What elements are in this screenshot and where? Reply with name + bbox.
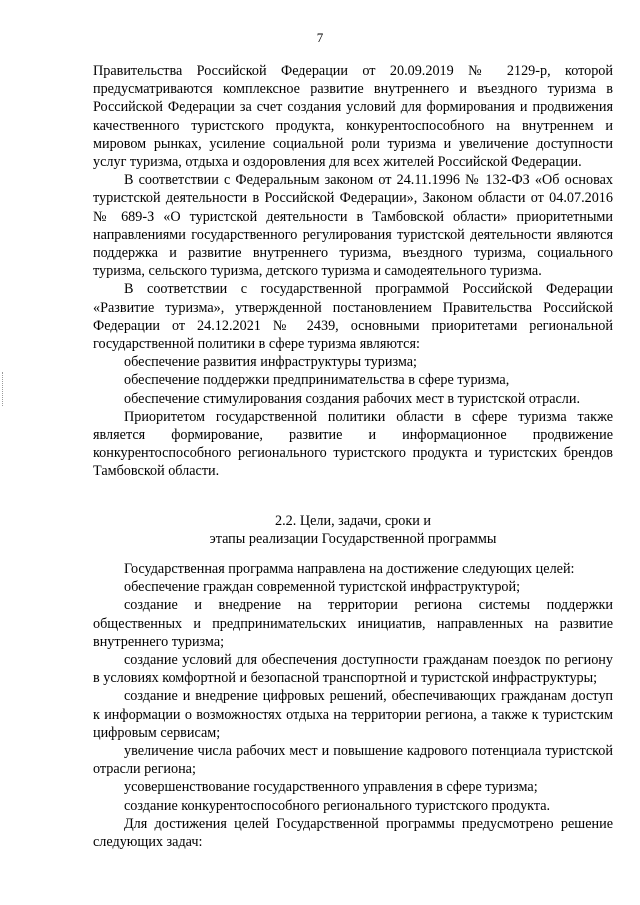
paragraph-state-program: В соответствии с государственной программой Российской Федерации «Развитие туризма», утвержденной постановлением Правительства Российской Федерации от 24.12.2021 № 2439, основными приоритетами региональной государственной политики в сфере туризма являются: bbox=[93, 281, 613, 353]
paragraph-strategy-continuation: Правительства Российской Федерации от 20.09.2019 № 2129-р, которой предусматриваются комплексное развитие внутреннего и въездного туризма в Российской Федерации за счет создания условий для формирования и продвижения качественного туристского продукта, конкурентоспособного на внутреннем и мировом рынках, усиление социальной роли туризма и увеличение доступности услуг туризма, отдыха и оздоровления для всех жителей Российской Федерации. bbox=[93, 63, 613, 171]
section-heading bbox=[93, 512, 613, 548]
section-heading-line-1: 2.2. Цели, задачи, сроки и bbox=[275, 513, 431, 529]
goal-item-governance: усовершенствование государственного управления в сфере туризма; bbox=[124, 779, 538, 796]
goal-item-infrastructure: обеспечение граждан современной туристской инфраструктурой; bbox=[124, 579, 521, 596]
paragraph-regional-priority: Приоритетом государственной политики области в сфере туризма также является формирование, развитие и информационное продвижение конкурентоспособного регионального туристского продукта и туристских брендов Тамбовской области. bbox=[93, 408, 613, 480]
list-item-jobs: обеспечение стимулирования создания рабочих мест в туристской отрасли. bbox=[124, 390, 581, 407]
paragraph-federal-law: В соответствии с Федеральным законом от 24.11.1996 № 132-ФЗ «Об основах туристской деятельности в Российской Федерации», Законом области от 04.07.2016 № 689-З «О туристской деятельности в Тамбовской области» приоритетными направлениями государственного регулирования туристской деятельности являются поддержка и развитие внутреннего туризма, въездного туризма, социального туризма, сельского туризма, детского туризма и самодеятельного туризма. bbox=[93, 172, 613, 280]
body-section-goals bbox=[93, 560, 613, 851]
goal-item-support-system: создание и внедрение на территории региона системы поддержки общественных и предпринимательских инициатив, направленных на развитие внутреннего туризма; bbox=[93, 597, 613, 650]
goal-item-workforce: увеличение числа рабочих мест и повышение кадрового потенциала туристской отрасли региона; bbox=[93, 743, 613, 778]
list-item-entrepreneurship: обеспечение поддержки предпринимательства в сфере туризма, bbox=[124, 372, 510, 389]
margin-scan-mark bbox=[2, 372, 5, 406]
body-section-priorities bbox=[93, 62, 613, 481]
paragraph-goals-intro: Государственная программа направлена на достижение следующих целей: bbox=[124, 561, 575, 577]
goal-item-product: создание конкурентоспособного регионального туристского продукта. bbox=[124, 797, 551, 814]
list-item-infrastructure: обеспечение развития инфраструктуры туризма; bbox=[124, 354, 417, 371]
paragraph-tasks-intro: Для достижения целей Государственной программы предусмотрено решение следующих задач: bbox=[93, 815, 613, 851]
goal-item-accessibility: создание условий для обеспечения доступности гражданам поездок по региону в условиях комфортной и безопасной транспортной и туристской инфраструктуры; bbox=[93, 652, 613, 687]
section-heading-line-2: этапы реализации Государственной программы bbox=[209, 531, 497, 548]
goal-item-digital: создание и внедрение цифровых решений, обеспечивающих гражданам доступ к информации о возможностях отдыха на территории региона, а также к туристским цифровым сервисам; bbox=[93, 688, 613, 741]
page-number: 7 bbox=[316, 30, 324, 45]
